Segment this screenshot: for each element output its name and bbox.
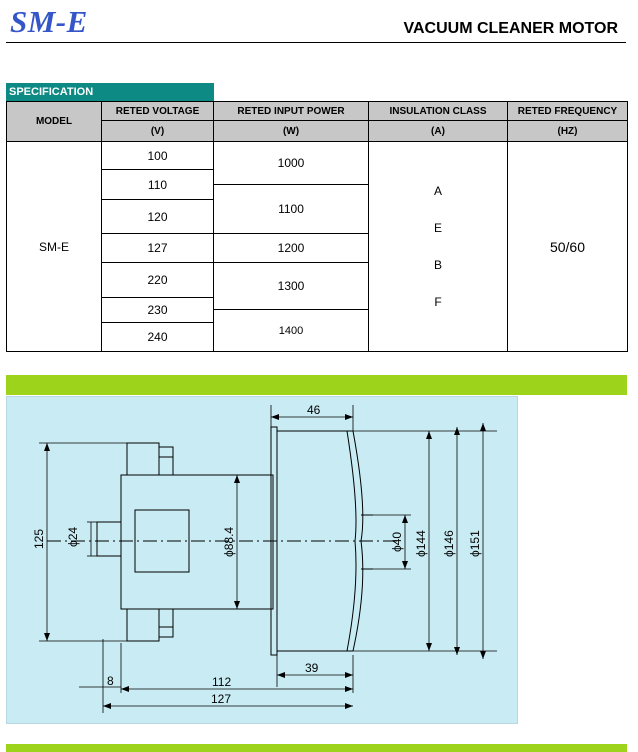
unit-voltage: (V) bbox=[102, 121, 214, 142]
insulation-class-f: F bbox=[434, 294, 442, 309]
frequency-cell: 50/60 bbox=[508, 142, 628, 352]
unit-insulation: (A) bbox=[369, 121, 508, 142]
dim-dia-40: ϕ40 bbox=[390, 531, 404, 552]
dim-dia-88-4: ϕ88.4 bbox=[222, 526, 236, 557]
insulation-cell bbox=[369, 142, 508, 352]
logo: SM-E bbox=[10, 4, 88, 39]
dim-dia-146: ϕ146 bbox=[442, 530, 456, 557]
header-voltage: RETED VOLTAGE bbox=[102, 102, 214, 121]
voltage-cell: 220 bbox=[102, 263, 214, 298]
dim-125: 125 bbox=[32, 528, 46, 549]
power-cell: 1300 bbox=[214, 263, 369, 310]
header-divider bbox=[6, 42, 626, 43]
power-cell: 1200 bbox=[214, 234, 369, 263]
voltage-cell: 110 bbox=[102, 170, 214, 200]
voltage-cell: 120 bbox=[102, 200, 214, 234]
dim-dia-144: ϕ144 bbox=[414, 530, 428, 557]
dim-8: 8 bbox=[107, 674, 114, 688]
dim-127: 127 bbox=[211, 692, 232, 706]
dim-46: 46 bbox=[307, 403, 321, 417]
section-bar bbox=[6, 375, 627, 395]
unit-frequency: (HZ) bbox=[508, 121, 628, 142]
insulation-class-a: A bbox=[433, 183, 442, 198]
header-insulation: INSULATION CLASS bbox=[369, 102, 508, 121]
insulation-class-e: E bbox=[433, 220, 442, 235]
footer-bar bbox=[6, 744, 627, 752]
header-frequency: RETED FREQUENCY bbox=[508, 102, 628, 121]
power-cell: 1400 bbox=[214, 310, 369, 352]
voltage-cell: 100 bbox=[102, 142, 214, 170]
dim-dia-151: ϕ151 bbox=[468, 530, 482, 557]
page-title: VACUUM CLEANER MOTOR bbox=[403, 20, 618, 37]
voltage-cell: 230 bbox=[102, 298, 214, 323]
power-cell: 1000 bbox=[214, 142, 369, 185]
dim-112: 112 bbox=[212, 675, 232, 689]
unit-power: (W) bbox=[214, 121, 369, 142]
voltage-cell: 127 bbox=[102, 234, 214, 263]
dim-dia-24: ϕ24 bbox=[66, 526, 80, 547]
power-cell: 1100 bbox=[214, 185, 369, 234]
insulation-class-b: B bbox=[433, 257, 442, 272]
motor-dimension-drawing bbox=[6, 396, 518, 724]
dim-39: 39 bbox=[305, 661, 319, 675]
specification-table bbox=[6, 101, 628, 352]
specification-tab: SPECIFICATION bbox=[6, 83, 214, 101]
header-model: MODEL bbox=[7, 102, 102, 142]
voltage-cell: 240 bbox=[102, 323, 214, 352]
motor-outline bbox=[7, 397, 517, 723]
header-power: RETED INPUT POWER bbox=[214, 102, 369, 121]
model-cell: SM-E bbox=[7, 142, 102, 352]
